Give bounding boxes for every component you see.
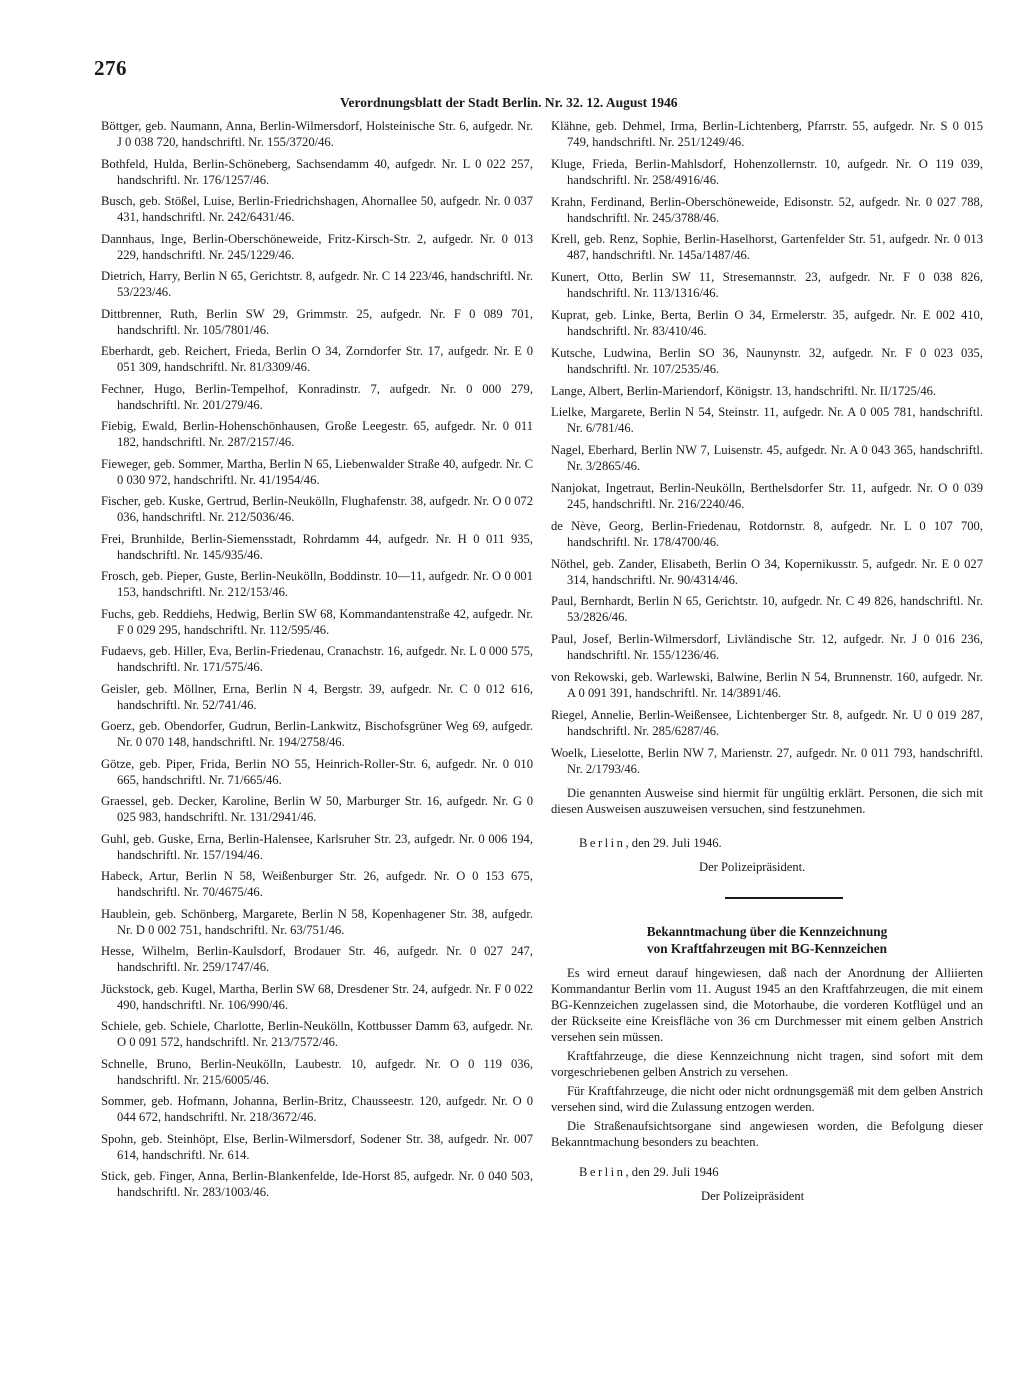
list-item: de Nève, Georg, Berlin-Friedenau, Rotdornstr. 8, aufgedr. Nr. L 0 107 700, handschriftl. Nr. 178/4700/46. bbox=[551, 518, 983, 549]
list-item: Graessel, geb. Decker, Karoline, Berlin W 50, Marburger Str. 16, aufgedr. Nr. G 0 025 983, handschriftl. Nr. 131/2941/46. bbox=[101, 794, 533, 824]
list-item: Kutsche, Ludwina, Berlin SO 36, Naunynstr. 32, aufgedr. Nr. F 0 023 035, handschriftl. Nr. 107/2535/46. bbox=[551, 345, 983, 376]
place-city-1: Berlin bbox=[579, 835, 626, 850]
place-city-2: Berlin bbox=[579, 1164, 626, 1179]
notice-title-line-2: von Kraftfahrzeugen mit BG-Kennzeichen bbox=[647, 940, 887, 956]
list-item: Paul, Josef, Berlin-Wilmersdorf, Livländische Str. 12, aufgedr. Nr. J 0 016 236, handschriftl. Nr. 155/1236/46. bbox=[551, 632, 983, 663]
list-item: Guhl, geb. Guske, Erna, Berlin-Halensee, Karlsruher Str. 23, aufgedr. Nr. 0 006 194, handschriftl. Nr. 157/194/46. bbox=[101, 831, 533, 862]
list-item: Lielke, Margarete, Berlin N 54, Steinstr. 11, aufgedr. Nr. A 0 005 781, handschriftl. Nr. 6/781/46. bbox=[551, 405, 983, 436]
list-item: Kunert, Otto, Berlin SW 11, Stresemannstr. 23, aufgedr. Nr. F 0 038 826, handschriftl. Nr. 113/1316/46. bbox=[551, 270, 983, 301]
notice-paragraph: Kraftfahrzeuge, die diese Kennzeichnung nicht tragen, sind sofort mit dem vorgeschriebenen gelben Anstrich zu versehen. bbox=[551, 1048, 983, 1079]
list-item: Sommer, geb. Hofmann, Johanna, Berlin-Britz, Chausseestr. 120, aufgedr. Nr. O 0 044 672, handschriftl. Nr. 218/3672/46. bbox=[101, 1094, 533, 1124]
signature-1: Der Polizeipräsident. bbox=[699, 859, 806, 874]
list-item: Nöthel, geb. Zander, Elisabeth, Berlin O 34, Kopernikusstr. 5, aufgedr. Nr. E 0 027 314, handschriftl. Nr. 90/4314/46. bbox=[551, 556, 983, 587]
list-item: Fischer, geb. Kuske, Gertrud, Berlin-Neukölln, Flughafenstr. 38, aufgedr. Nr. O 0 072 036, handschriftl. Nr. 212/5036/46. bbox=[101, 494, 533, 524]
place-date-text-1: , den 29. Juli 1946. bbox=[625, 835, 722, 850]
notice-paragraph: Es wird erneut darauf hingewiesen, daß nach der Anordnung der Alliierten Kommandantur Berlin vom 11. August 1945 an den Kraftfahrzeugen, die mit einem BG-Kennzeichen zugelassen sind, die Motorhaube, die vorderen Kotflügel und an der Rückseite eine Kreisfläche von 36 cm Durchmesser mit einem gelben Anstrich versehen sein müssen. bbox=[551, 965, 983, 1044]
left-column bbox=[101, 118, 533, 1206]
page-number: 276 bbox=[94, 56, 127, 80]
list-item: Frei, Brunhilde, Berlin-Siemensstadt, Rohrdamm 44, aufgedr. Nr. H 0 011 935, handschriftl. Nr. 145/935/46. bbox=[101, 531, 533, 562]
notice-title-line-1: Bekanntmachung über die Kennzeichnung bbox=[646, 923, 888, 939]
list-item: Böttger, geb. Naumann, Anna, Berlin-Wilmersdorf, Holsteinische Str. 6, aufgedr. Nr. J 0 038 720, handschriftl. Nr. 155/3720/46. bbox=[101, 119, 533, 149]
list-item: Frosch, geb. Pieper, Guste, Berlin-Neukölln, Boddinstr. 10—11, aufgedr. Nr. O 0 001 153, handschriftl. Nr. 212/153/46. bbox=[101, 569, 533, 599]
list-item: Geisler, geb. Möllner, Erna, Berlin N 4, Bergstr. 39, aufgedr. Nr. C 0 012 616, handschriftl. Nr. 52/741/46. bbox=[101, 681, 533, 712]
list-item: Bothfeld, Hulda, Berlin-Schöneberg, Sachsendamm 40, aufgedr. Nr. L 0 022 257, handschriftl. Nr. 176/1257/46. bbox=[101, 156, 533, 187]
list-item: Kuprat, geb. Linke, Berta, Berlin O 34, Ermelerstr. 35, aufgedr. Nr. E 002 410, handschriftl. Nr. 83/410/46. bbox=[551, 307, 983, 338]
list-item: Krell, geb. Renz, Sophie, Berlin-Haselhorst, Gartenfelder Str. 51, aufgedr. Nr. 0 013 487, handschriftl. Nr. 145a/1487/46. bbox=[551, 232, 983, 263]
place-date-1 bbox=[579, 835, 983, 851]
list-item: Nanjokat, Ingetraut, Berlin-Neukölln, Berthelsdorfer Str. 11, aufgedr. Nr. O 0 039 245, handschriftl. Nr. 216/2240/46. bbox=[551, 480, 983, 511]
list-item: Fechner, Hugo, Berlin-Tempelhof, Konradinstr. 7, aufgedr. Nr. 0 000 279, handschriftl. Nr. 201/279/46. bbox=[101, 381, 533, 412]
list-item: Dannhaus, Inge, Berlin-Oberschöneweide, Fritz-Kirsch-Str. 2, aufgedr. Nr. 0 013 229, handschriftl. Nr. 245/1229/46. bbox=[101, 231, 533, 262]
list-item: von Rekowski, geb. Warlewski, Balwine, Berlin N 54, Brunnenstr. 160, aufgedr. Nr. A 0 091 391, handschriftl. Nr. 14/3891/46. bbox=[551, 669, 983, 700]
notice-paragraph: Für Kraftfahrzeuge, die nicht oder nicht ordnungsgemäß mit dem gelben Anstrich versehen sind, wird die Zulassung entzogen werden. bbox=[551, 1083, 983, 1114]
list-item: Riegel, Annelie, Berlin-Weißensee, Lichtenberger Str. 8, aufgedr. Nr. U 0 019 287, handschriftl. Nr. 285/6287/46. bbox=[551, 707, 983, 738]
list-item: Hesse, Wilhelm, Berlin-Kaulsdorf, Brodauer Str. 46, aufgedr. Nr. 0 027 247, handschriftl. Nr. 259/1747/46. bbox=[101, 944, 533, 974]
closing-note: Die genannten Ausweise sind hiermit für ungültig erklärt. Personen, die sich mit diesen Ausweisen auszuweisen versuchen, sind festzunehmen. bbox=[551, 785, 983, 816]
list-item: Paul, Bernhardt, Berlin N 65, Gerichtstr. 10, aufgedr. Nr. C 49 826, handschriftl. Nr. 53/2826/46. bbox=[551, 594, 983, 625]
place-date-text-2: , den 29. Juli 1946 bbox=[625, 1164, 719, 1179]
list-item: Stick, geb. Finger, Anna, Berlin-Blankenfelde, Ide-Horst 85, aufgedr. Nr. 0 040 503, handschriftl. Nr. 283/1003/46. bbox=[101, 1169, 533, 1199]
list-item: Schiele, geb. Schiele, Charlotte, Berlin-Neukölln, Kottbusser Damm 63, aufgedr. Nr. O 0 091 572, handschriftl. Nr. 213/7572/46. bbox=[101, 1019, 533, 1049]
list-item: Jückstock, geb. Kugel, Martha, Berlin SW 68, Dresdener Str. 24, aufgedr. Nr. F 0 022 490, handschriftl. Nr. 106/990/46. bbox=[101, 981, 533, 1012]
place-date-2 bbox=[579, 1164, 983, 1180]
list-item: Lange, Albert, Berlin-Mariendorf, Königstr. 13, handschriftl. Nr. II/1725/46. bbox=[551, 383, 937, 398]
list-item: Kluge, Frieda, Berlin-Mahlsdorf, Hohenzollernstr. 10, aufgedr. Nr. O 119 039, handschriftl. Nr. 258/4916/46. bbox=[551, 156, 983, 187]
list-item: Haublein, geb. Schönberg, Margarete, Berlin N 58, Kopenhagener Str. 38, aufgedr. Nr. D 0 002 751, handschriftl. Nr. 63/751/46. bbox=[101, 906, 533, 937]
page-header: Verordnungsblatt der Stadt Berlin. Nr. 32. 12. August 1946 bbox=[340, 95, 678, 110]
revoked-id-list-right bbox=[551, 118, 983, 777]
list-item: Dittbrenner, Ruth, Berlin SW 29, Grimmstr. 25, aufgedr. Nr. F 0 089 701, handschriftl. Nr. 105/7801/46. bbox=[101, 306, 533, 337]
notice-body bbox=[551, 965, 983, 1150]
right-column bbox=[551, 118, 983, 1204]
list-item: Eberhardt, geb. Reichert, Frieda, Berlin O 34, Zorndorfer Str. 17, aufgedr. Nr. E 0 051 309, handschriftl. Nr. 81/3309/46. bbox=[101, 344, 533, 374]
list-item: Schnelle, Bruno, Berlin-Neukölln, Laubestr. 10, aufgedr. Nr. O 0 119 036, handschriftl. Nr. 215/6005/46. bbox=[101, 1056, 533, 1087]
section-divider bbox=[725, 897, 843, 899]
list-item: Dietrich, Harry, Berlin N 65, Gerichtstr. 8, aufgedr. Nr. C 14 223/46, handschriftl. Nr. 53/223/46. bbox=[101, 269, 533, 299]
list-item: Spohn, geb. Steinhöpt, Else, Berlin-Wilmersdorf, Sodener Str. 38, aufgedr. Nr. 007 614, handschriftl. Nr. 614. bbox=[101, 1131, 533, 1162]
list-item: Woelk, Lieselotte, Berlin NW 7, Marienstr. 27, aufgedr. Nr. 0 011 793, handschriftl. Nr. 2/1793/46. bbox=[551, 745, 983, 776]
list-item: Fieweger, geb. Sommer, Martha, Berlin N 65, Liebenwalder Straße 40, aufgedr. Nr. C 0 030 972, handschriftl. Nr. 41/1954/46. bbox=[101, 456, 533, 487]
list-item: Klähne, geb. Dehmel, Irma, Berlin-Lichtenberg, Pfarrstr. 55, aufgedr. Nr. S 0 015 749, handschriftl. Nr. 251/1249/46. bbox=[551, 119, 983, 149]
list-item: Krahn, Ferdinand, Berlin-Oberschöneweide, Edisonstr. 52, aufgedr. Nr. 0 027 788, handschriftl. Nr. 245/3788/46. bbox=[551, 194, 983, 225]
signature-2: Der Polizeipräsident bbox=[701, 1188, 805, 1203]
notice-paragraph: Die Straßenaufsichtsorgane sind angewiesen worden, die Befolgung dieser Bekanntmachung besonders zu beachten. bbox=[551, 1118, 983, 1149]
notice-title bbox=[551, 923, 983, 957]
list-item: Fudaevs, geb. Hiller, Eva, Berlin-Friedenau, Cranachstr. 16, aufgedr. Nr. L 0 000 575, handschriftl. Nr. 171/575/46. bbox=[101, 644, 534, 674]
list-item: Fuchs, geb. Reddiehs, Hedwig, Berlin SW 68, Kommandantenstraße 42, aufgedr. Nr. F 0 029 295, handschriftl. Nr. 112/595/46. bbox=[101, 606, 533, 637]
list-item: Götze, geb. Piper, Frida, Berlin NO 55, Heinrich-Roller-Str. 6, aufgedr. Nr. 0 010 665, handschriftl. Nr. 71/665/46. bbox=[101, 756, 533, 787]
list-item: Habeck, Artur, Berlin N 58, Weißenburger Str. 26, aufgedr. Nr. O 0 153 675, handschriftl. Nr. 70/4675/46. bbox=[101, 869, 533, 899]
list-item: Goerz, geb. Obendorfer, Gudrun, Berlin-Lankwitz, Bischofsgrüner Weg 69, aufgedr. Nr. 0 070 148, handschriftl. Nr. 194/2758/46. bbox=[101, 719, 533, 749]
list-item: Fiebig, Ewald, Berlin-Hohenschönhausen, Große Leegestr. 65, aufgedr. Nr. 0 011 182, handschriftl. Nr. 287/2157/46. bbox=[101, 419, 533, 449]
list-item: Busch, geb. Stößel, Luise, Berlin-Friedrichshagen, Ahornallee 50, aufgedr. Nr. 0 037 431, handschriftl. Nr. 242/6431/46. bbox=[101, 194, 533, 224]
list-item: Nagel, Eberhard, Berlin NW 7, Luisenstr. 45, aufgedr. Nr. A 0 043 365, handschriftl. Nr. 3/2865/46. bbox=[551, 443, 983, 474]
